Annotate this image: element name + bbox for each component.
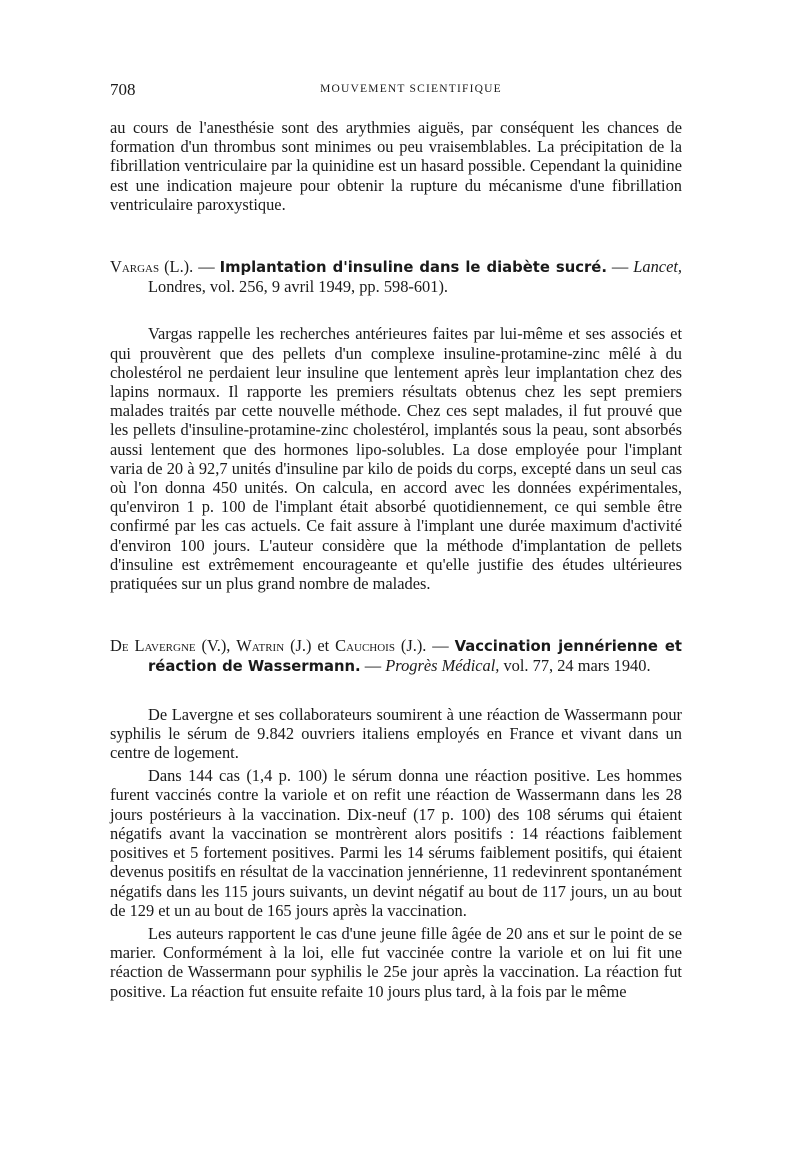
page-header: [110, 80, 682, 102]
author-initials: (J.). —: [394, 636, 455, 656]
author-initials: (J.) et: [284, 636, 336, 656]
article-body-paragraph: Les auteurs rapportent le cas d'une jeune fille âgée de 20 ans et sur le point de se marier. Conformément à la loi, elle fut vaccinée contre la variole et on lui fit une réaction de Wassermann pour syphilis le 25e jour après la vaccination. La réaction fut positive. La réaction fut ensuite refaite 10 jours plus tard, à la fois par le même: [110, 923, 682, 1001]
article-body-paragraph: Dans 144 cas (1,4 p. 100) le sérum donna une réaction positive. Les hommes furent vaccinés contre la variole et on refit une réaction de Wassermann dans les 28 jours postérieurs à la vaccination. Dix-neuf (17 p. 100) des 108 sérums qui étaient négatifs avant la vaccination se montrèrent alors positifs : 14 réactions faiblement positives et 5 fortement positives. Parmi les 14 sérums faiblement positifs, qui étaient devenus positifs en résultat de la vaccination jennérienne, 11 redevinrent spontanément négatifs dans les 115 jours suivants, un devint négatif au bout de 117 jours, un au bout de 129 et un au bout de 165 jours après la vaccination.: [110, 766, 682, 920]
page-content: [110, 118, 682, 1001]
article-reference-delavergne: [110, 636, 682, 676]
citation-details: vol. 77, 24 mars 1940.: [499, 656, 651, 676]
author-name: De Lavergne: [110, 636, 196, 656]
author-name: Cauchois: [335, 636, 395, 656]
intro-paragraph: au cours de l'anesthésie sont des arythmies aiguës, par conséquent les chances de formation d'un thrombus sont minimes ou peu vraisemblables. La précipitation de la fibrillation ventriculaire par la quinidine est un hasard possible. Cependant la quinidine est une indication majeure pour obtenir la rupture du mécanisme d'une fibrillation ventriculaire paroxystique.: [110, 118, 682, 214]
article-reference-vargas: [110, 257, 682, 296]
article-title: Implantation d'insuline dans le diabète sucré.: [219, 259, 607, 277]
journal-name: Progrès Médical,: [385, 656, 500, 676]
author-initials: (V.),: [195, 636, 237, 656]
journal-name: Lancet,: [633, 257, 683, 277]
author-initials: (L.). —: [159, 257, 220, 277]
running-head: MOUVEMENT SCIENTIFIQUE: [320, 83, 502, 95]
separator: —: [360, 656, 386, 676]
separator: —: [606, 257, 634, 277]
author-name: Watrin: [236, 636, 285, 656]
page-number: 708: [110, 80, 136, 99]
article-body-vargas: Vargas rappelle les recherches antérieures faites par lui-même et ses associés et qui prouvèrent que des pellets d'un complexe insuline-protamine-zinc mêlé à du cholestérol ne perdaient leur insuline que lentement après leur implantation chez des lapins normaux. Il rapporte les premiers résultats obtenus chez les sept premiers malades traités par cette nouvelle méthode. Chez ces sept malades, il fut prouvé que les pellets d'insuline-protamine-zinc cholestérol, implantés sous la peau, sont absorbés aussi lentement que des hormones lipo-solubles. La dose employée pour l'implant varia de 20 à 92,7 unités d'insuline par kilo de poids du corps, excepté dans un seul cas où l'on donna 450 unités. On calcula, en accord avec les données expérimentales, qu'environ 1 p. 100 de l'implant était absorbé quotidiennement, ce qui semble être confirmé par les cas actuels. Ce fait assure à l'implant une durée maximum d'activité d'environ 100 jours. L'auteur considère que la méthode d'implantation de pellets d'insuline est extrêmement encourageante et qu'elle justifie des études ultérieures pratiquées sur un plus grand nombre de malades.: [110, 324, 682, 594]
author-name: Vargas: [110, 257, 160, 277]
citation-details: Londres, vol. 256, 9 avril 1949, pp. 598-601).: [148, 277, 449, 297]
article-body-paragraph: De Lavergne et ses collaborateurs soumirent à une réaction de Wassermann pour syphilis le sérum de 9.842 ouvriers italiens employés en France et vivant dans un centre de logement.: [110, 704, 682, 763]
article-title: Vaccination jennérienne et réaction de Wassermann.: [148, 638, 682, 676]
